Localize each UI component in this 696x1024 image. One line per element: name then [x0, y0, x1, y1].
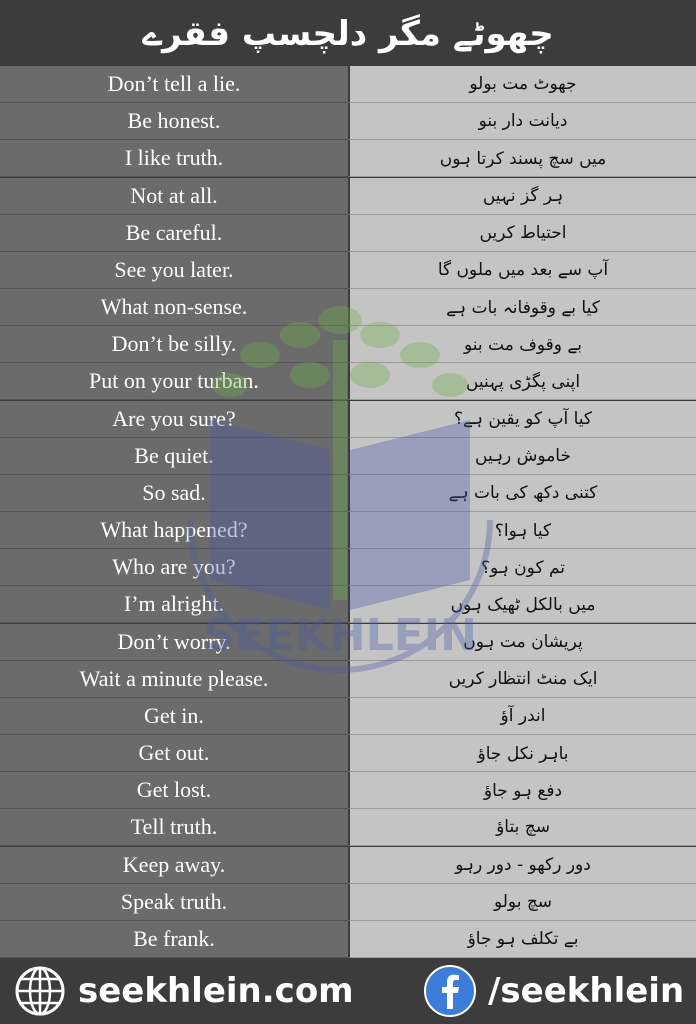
phrase-row [0, 326, 696, 363]
facebook-icon [424, 965, 476, 1017]
urdu-phrase: آپ سے بعد میں ملوں گا [348, 252, 696, 289]
urdu-phrase: تم کون ہو؟ [348, 549, 696, 586]
urdu-phrase: احتیاط کریں [348, 215, 696, 252]
phrase-table [0, 66, 696, 958]
phrase-row [0, 438, 696, 475]
urdu-phrase: کیا ہوا؟ [348, 512, 696, 549]
urdu-phrase: بے تکلف ہو جاؤ [348, 921, 696, 958]
urdu-phrase: ہر گز نہیں [348, 178, 696, 215]
english-phrase: Speak truth. [0, 884, 348, 921]
phrase-row [0, 624, 696, 661]
page-title: چھوٹے مگر دلچسپ فقرے [142, 13, 554, 54]
urdu-phrase: میں بالکل ٹھیک ہوں [348, 586, 696, 623]
english-phrase: Not at all. [0, 178, 348, 215]
phrase-row [0, 475, 696, 512]
english-phrase: Be frank. [0, 921, 348, 958]
urdu-phrase: کیا بے وقوفانہ بات ہے [348, 289, 696, 326]
urdu-phrase: میں سچ پسند کرتا ہوں [348, 140, 696, 177]
phrase-row [0, 512, 696, 549]
urdu-phrase: جھوٹ مت بولو [348, 66, 696, 103]
urdu-phrase: پریشان مت ہوں [348, 624, 696, 661]
urdu-phrase: دور رکھو - دور رہو [348, 847, 696, 884]
english-phrase: What non-sense. [0, 289, 348, 326]
phrase-row [0, 66, 696, 103]
phrase-row [0, 884, 696, 921]
phrase-row [0, 252, 696, 289]
phrase-row [0, 809, 696, 846]
english-phrase: See you later. [0, 252, 348, 289]
phrase-row [0, 772, 696, 809]
urdu-phrase: ایک منٹ انتظار کریں [348, 661, 696, 698]
english-phrase: Don’t worry. [0, 624, 348, 661]
watermark-text: SEEKHLEIN [202, 610, 478, 661]
urdu-phrase: کتنی دکھ کی بات ہے [348, 475, 696, 512]
phrase-row [0, 140, 696, 177]
english-phrase: Be quiet. [0, 438, 348, 475]
english-phrase: Put on your turban. [0, 363, 348, 400]
english-phrase: Tell truth. [0, 809, 348, 846]
english-phrase: Be honest. [0, 103, 348, 140]
english-phrase: Get in. [0, 698, 348, 735]
english-phrase: Keep away. [0, 847, 348, 884]
globe-icon [14, 965, 66, 1017]
phrase-row [0, 847, 696, 884]
english-phrase: Are you sure? [0, 401, 348, 438]
english-phrase: Be careful. [0, 215, 348, 252]
urdu-phrase: دیانت دار بنو [348, 103, 696, 140]
phrase-row [0, 698, 696, 735]
urdu-phrase: باہر نکل جاؤ [348, 735, 696, 772]
english-phrase: What happened? [0, 512, 348, 549]
page-header [0, 0, 696, 66]
urdu-phrase: اپنی پگڑی پہنیں [348, 363, 696, 400]
phrase-row [0, 401, 696, 438]
english-phrase: Don’t tell a lie. [0, 66, 348, 103]
phrase-row [0, 661, 696, 698]
urdu-phrase: کیا آپ کو یقین ہے؟ [348, 401, 696, 438]
phrase-row [0, 586, 696, 623]
english-phrase: Who are you? [0, 549, 348, 586]
english-phrase: So sad. [0, 475, 348, 512]
urdu-phrase: بے وقوف مت بنو [348, 326, 696, 363]
facebook-text: /seekhlein [488, 971, 685, 1011]
english-phrase: Get lost. [0, 772, 348, 809]
urdu-phrase: سچ بتاؤ [348, 809, 696, 846]
footer [0, 958, 696, 1024]
urdu-phrase: خاموش رہیں [348, 438, 696, 475]
website-link[interactable] [14, 964, 354, 1018]
phrase-row [0, 549, 696, 586]
phrase-row [0, 289, 696, 326]
phrase-row [0, 103, 696, 140]
facebook-link[interactable] [424, 964, 684, 1018]
english-phrase: Get out. [0, 735, 348, 772]
phrase-row [0, 921, 696, 958]
website-text: seekhlein.com [78, 971, 354, 1011]
english-phrase: Wait a minute please. [0, 661, 348, 698]
urdu-phrase: اندر آؤ [348, 698, 696, 735]
english-phrase: I’m alright. [0, 586, 348, 623]
english-phrase: I like truth. [0, 140, 348, 177]
phrase-row [0, 363, 696, 400]
urdu-phrase: سچ بولو [348, 884, 696, 921]
phrase-row [0, 735, 696, 772]
phrase-row [0, 215, 696, 252]
urdu-phrase: دفع ہو جاؤ [348, 772, 696, 809]
phrase-row [0, 178, 696, 215]
english-phrase: Don’t be silly. [0, 326, 348, 363]
